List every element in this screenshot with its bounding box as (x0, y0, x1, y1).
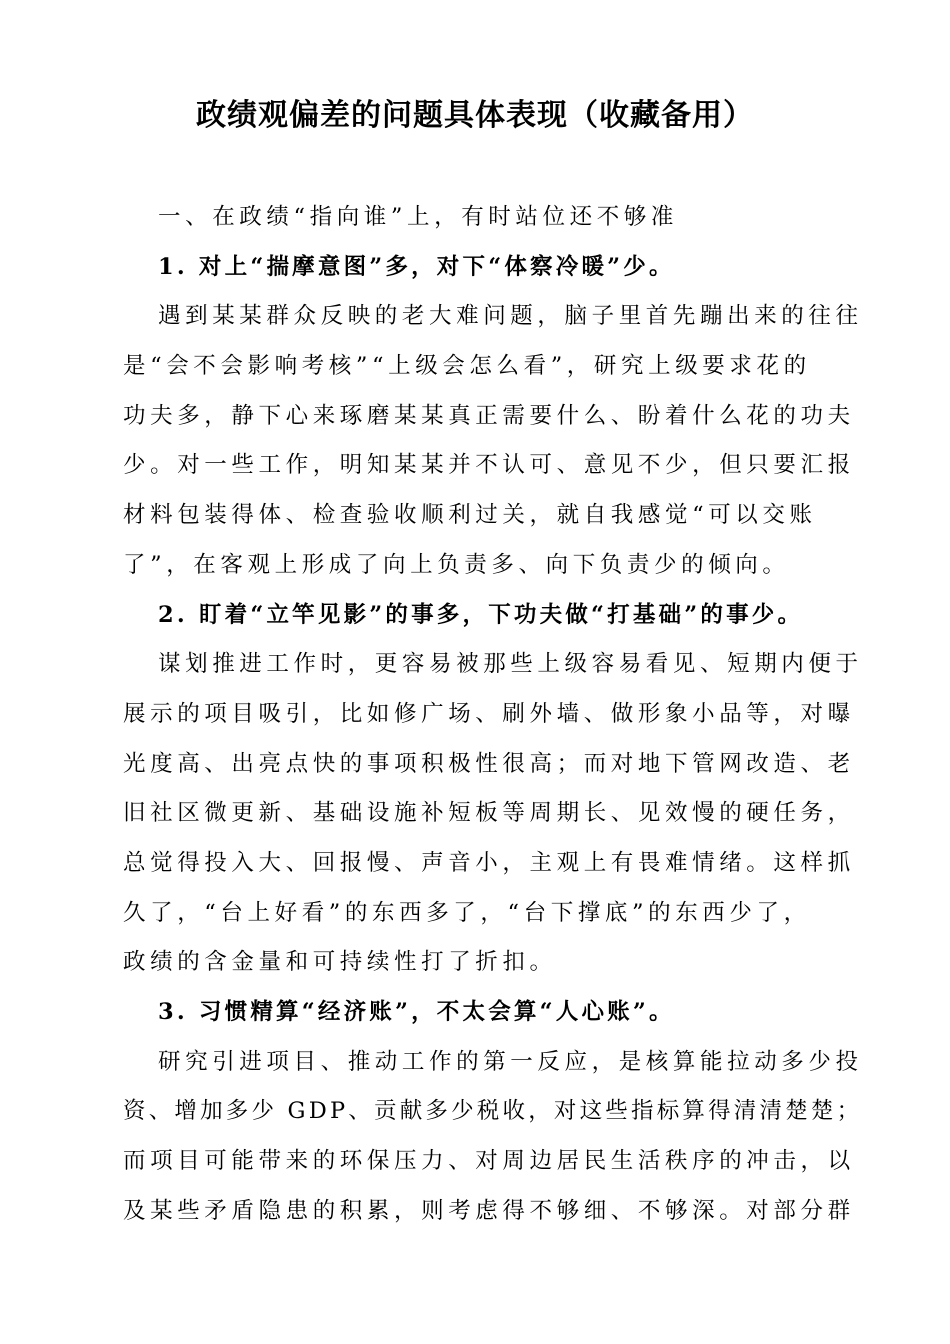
paragraph-line: 了”，在客观上形成了向上负责多、向下负责少的倾向。 (123, 551, 790, 578)
item-heading-3: 3. 习惯精算“经济账”，不太会算“人心账”。 (158, 999, 675, 1025)
paragraph-line: 研究引进项目、推动工作的第一反应，是核算能拉动多少投 (158, 1048, 863, 1075)
paragraph-line: 遇到某某群众反映的老大难问题，脑子里首先蹦出来的往往 (158, 303, 863, 330)
paragraph-line: 是“会不会影响考核”“上级会怎么看”，研究上级要求花的 (123, 353, 811, 380)
item-heading-2: 2. 盯着“立竿见影”的事多，下功夫做“打基础”的事少。 (158, 601, 804, 628)
document-body (123, 193, 863, 1236)
paragraph-line: 资、增加多少 GDP、贡献多少税收，对这些指标算得清清楚楚； (123, 1098, 863, 1125)
paragraph-line: 久了，“台上好看”的东西多了，“台下撑底”的东西少了， (123, 899, 811, 926)
paragraph-line: 旧社区微更新、基础设施补短板等周期长、见效慢的硬任务， (123, 800, 855, 827)
paragraph-line: 少。对一些工作，明知某某并不认可、意见不少，但只要汇报 (123, 452, 855, 479)
paragraph-line: 材料包装得体、检查验收顺利过关，就自我感觉“可以交账 (123, 502, 817, 529)
paragraph-line: 政绩的含金量和可持续性打了折扣。 (123, 949, 557, 976)
paragraph-line: 及某些矛盾隐患的积累，则考虑得不够细、不够深。对部分群 (123, 1197, 855, 1224)
paragraph-line: 而项目可能带来的环保压力、对周边居民生活秩序的冲击，以 (123, 1148, 855, 1175)
paragraph-line: 总觉得投入大、回报慢、声音小，主观上有畏难情绪。这样抓 (123, 849, 855, 876)
item-heading-1: 1. 对上“揣摩意图”多，对下“体察冷暖”少。 (158, 253, 675, 280)
paragraph-line: 谋划推进工作时，更容易被那些上级容易看见、短期内便于 (158, 651, 863, 678)
document-title: 政绩观偏差的问题具体表现（收藏备用） (196, 98, 754, 133)
paragraph-line: 展示的项目吸引，比如修广场、刷外墙、做形象小品等，对曝 (123, 700, 855, 727)
section-heading: 一、在政绩“指向谁”上，有时站位还不够准 (158, 204, 679, 230)
paragraph-line: 光度高、出亮点快的事项积极性很高；而对地下管网改造、老 (123, 750, 855, 777)
paragraph-line: 功夫多，静下心来琢磨某某真正需要什么、盼着什么花的功夫 (123, 402, 855, 429)
